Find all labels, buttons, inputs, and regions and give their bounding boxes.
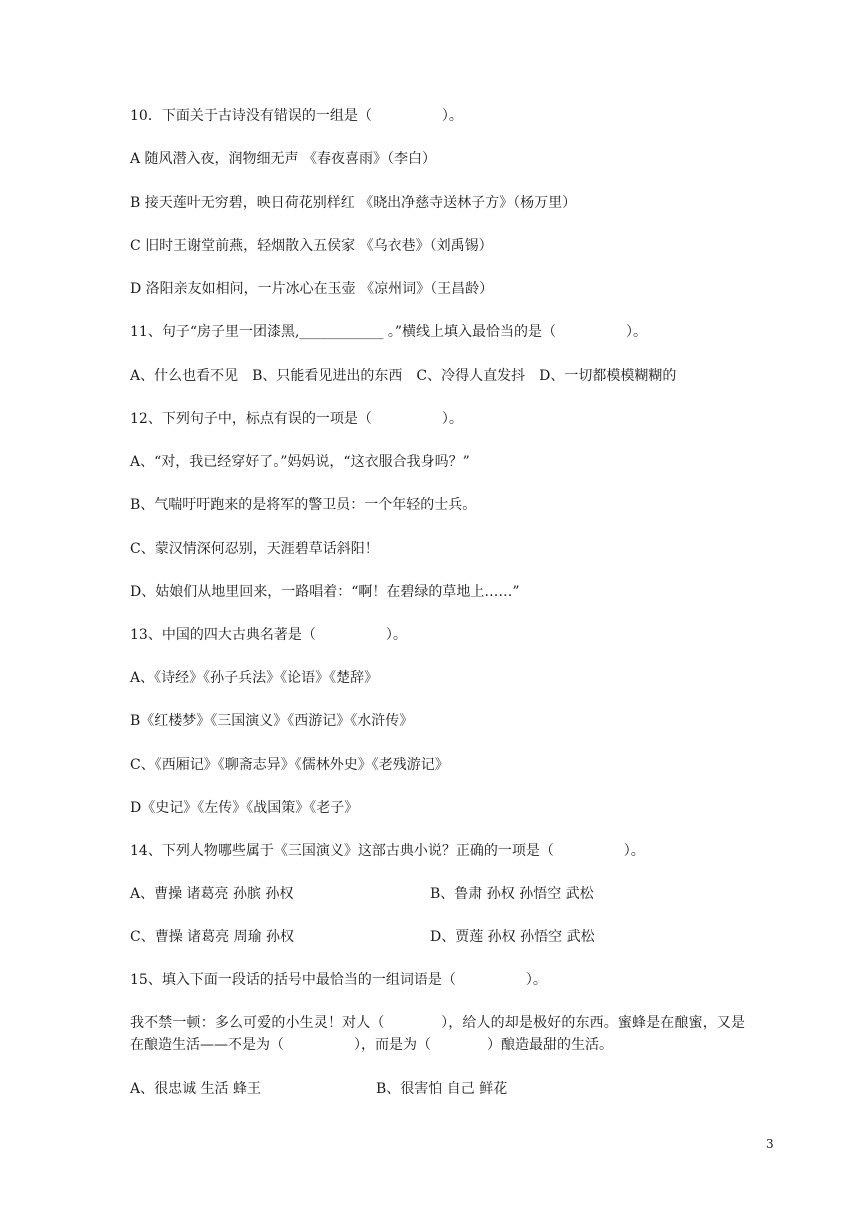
q13-option-a: A、《诗经》《孙子兵法》《论语》《楚辞》 [130,670,379,686]
q14-option-d: D、贾莲 孙权 孙悟空 武松 [430,929,595,945]
q10-stem: 10．下面关于古诗没有错误的一组是（ ）。 [130,108,463,124]
q12-option-a: A、“对，我已经穿好了。”妈妈说，“这衣服合我身吗？” [130,454,470,470]
q12-stem: 12、下列句子中，标点有误的一项是（ ）。 [130,411,463,427]
q10-option-c: C 旧时王谢堂前燕，轻烟散入五侯家 《乌衣巷》（刘禹锡） [130,238,493,254]
q10-option-d: D 洛阳亲友如相问，一片冰心在玉壶 《凉州词》（王昌龄） [130,281,494,297]
q12-option-c: C、蒙汉情深何忍别，天涯碧草话斜阳！ [130,541,379,557]
q15-option-a: A、很忠诚 生活 蜂王 [130,1081,262,1097]
q13-option-c: C、《西厢记》《聊斋志异》《儒林外史》《老残游记》 [130,757,449,773]
q13-stem: 13、中国的四大古典名著是（ ）。 [130,627,407,643]
q15-passage: 我不禁一顿：多么可爱的小生灵！对人（ ），给人的却是极好的东西。蜜蜂是在酿蜜，又是在酿造生活——不是为（ ），而是为（ ）酿造最甜的生活。 [130,1015,745,1053]
q11-options: A、什么也看不见 B、只能看见进出的东西 C、冷得人直发抖 D、一切都模模糊糊的 [130,368,677,384]
q12-option-d: D、姑娘们从地里回来，一路唱着：“啊！在碧绿的草地上……” [130,584,520,600]
q15-option-b: B、很害怕 自己 鲜花 [376,1081,508,1097]
page-number: 3 [766,1137,774,1151]
q14-stem: 14、下列人物哪些属于《三国演义》这部古典小说？正确的一项是（ ）。 [130,843,645,859]
q12-option-b: B、气喘吁吁跑来的是将军的警卫员：一个年轻的士兵。 [130,497,477,513]
q14-option-c: C、曹操 诸葛亮 周瑜 孙权 [130,929,295,945]
q13-option-b: B《红楼梦》《三国演义》《西游记》《水浒传》 [130,713,414,729]
q14-option-a: A、曹操 诸葛亮 孙膑 孙权 [130,886,294,902]
q11-stem: 11、句子“房子里一团漆黑,____________ 。”横线上填入最恰当的是（ ）。 [130,324,648,340]
q10-option-b: B 接天莲叶无穷碧，映日荷花别样红 《晓出净慈寺送林子方》（杨万里） [130,195,577,211]
q13-option-d: D《史记》《左传》《战国策》《老子》 [130,800,359,816]
q10-option-a: A 随风潜入夜，润物细无声 《春夜喜雨》（李白） [130,151,437,167]
q15-stem: 15、填入下面一段话的括号中最恰当的一组词语是（ ）。 [130,972,547,988]
q14-option-b: B、鲁肃 孙权 孙悟空 武松 [430,886,594,902]
